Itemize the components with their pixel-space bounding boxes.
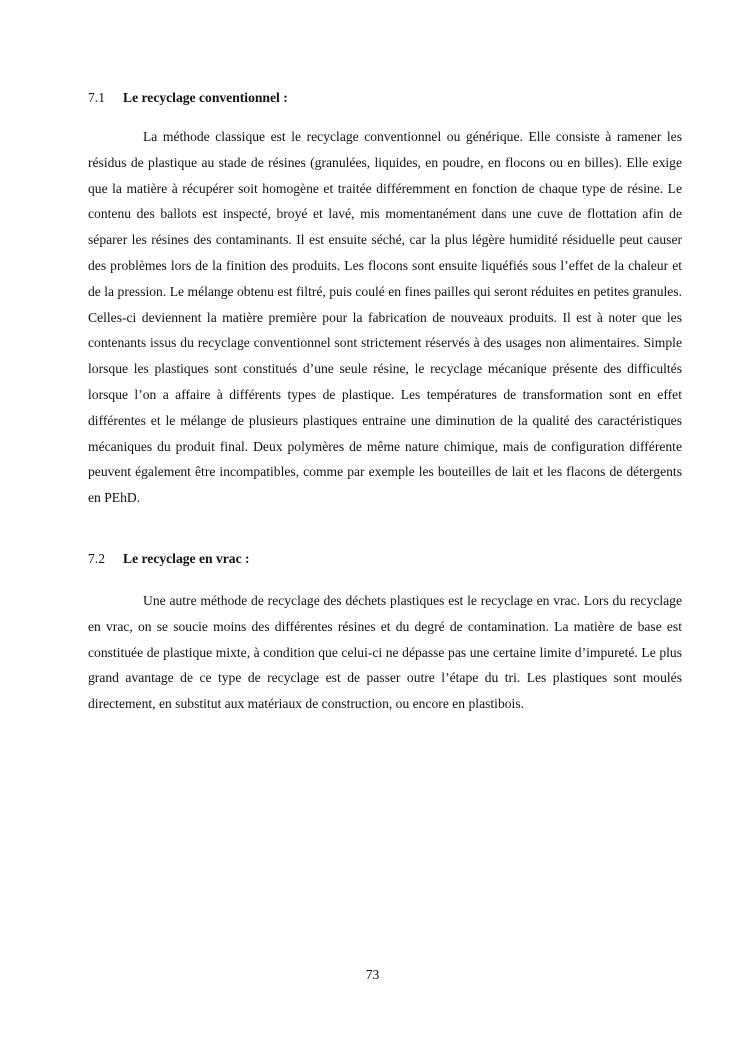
section-title: Le recyclage conventionnel : [123,90,288,105]
section-number: 7.2 [88,551,105,566]
section-paragraph-7-1: La méthode classique est le recyclage conventionnel ou générique. Elle consiste à ramener les résidus de plastique au stade de résines (granulées, liquides, en poudre, en flocons ou en billes). Elle exige que la matière à récupérer soit homogène et traitée différemment en fonction de chaque type de résine. Le contenu des ballots est inspecté, broyé et lavé, mis momentanément dans une cuve de flottation afin de séparer les résines des contaminants. Il est ensuite séché, car la plus légère humidité résiduelle peut causer des problèmes lors de la finition des produits. Les flocons sont ensuite liquéfiés sous l’effet de la chaleur et de la pression. Le mélange obtenu est filtré, puis coulé en fines pailles qui seront réduites en petites granules. Celles-ci deviennent la matière première pour la fabrication de nouveaux produits. Il est à noter que les contenants issus du recyclage conventionnel sont strictement réservés à des usages non alimentaires. Simple lorsque les plastiques sont constitués d’une seule résine, le recyclage mécanique présente des difficultés lorsque l’on a affaire à différents types de plastique. Les températures de transformation sont en effet différentes et le mélange de plusieurs plastiques entraine une diminution de la qualité des caractéristiques mécaniques du produit final. Deux polymères de même nature chimique, mais de configuration différente peuvent également être incompatibles, comme par exemple les bouteilles de lait et les flacons de détergents en PEhD. [88,129,682,506]
section-heading-7-1 [88,89,288,107]
section-paragraph-7-2: Une autre méthode de recyclage des déchets plastiques est le recyclage en vrac. Lors du recyclage en vrac, on se soucie moins des différentes résines et du degré de contamination. La matière de base est constituée de plastique mixte, à condition que celui-ci ne dépasse pas une certaine limite d’impureté. Le plus grand avantage de ce type de recyclage est de passer outre l’étape du tri. Les plastiques sont moulés directement, en substitut aux matériaux de construction, ou encore en plastibois. [88,593,682,712]
page-number: 73 [365,967,380,982]
section-number: 7.1 [88,90,105,105]
section-heading-7-2 [88,550,250,568]
section-title: Le recyclage en vrac : [123,551,250,566]
